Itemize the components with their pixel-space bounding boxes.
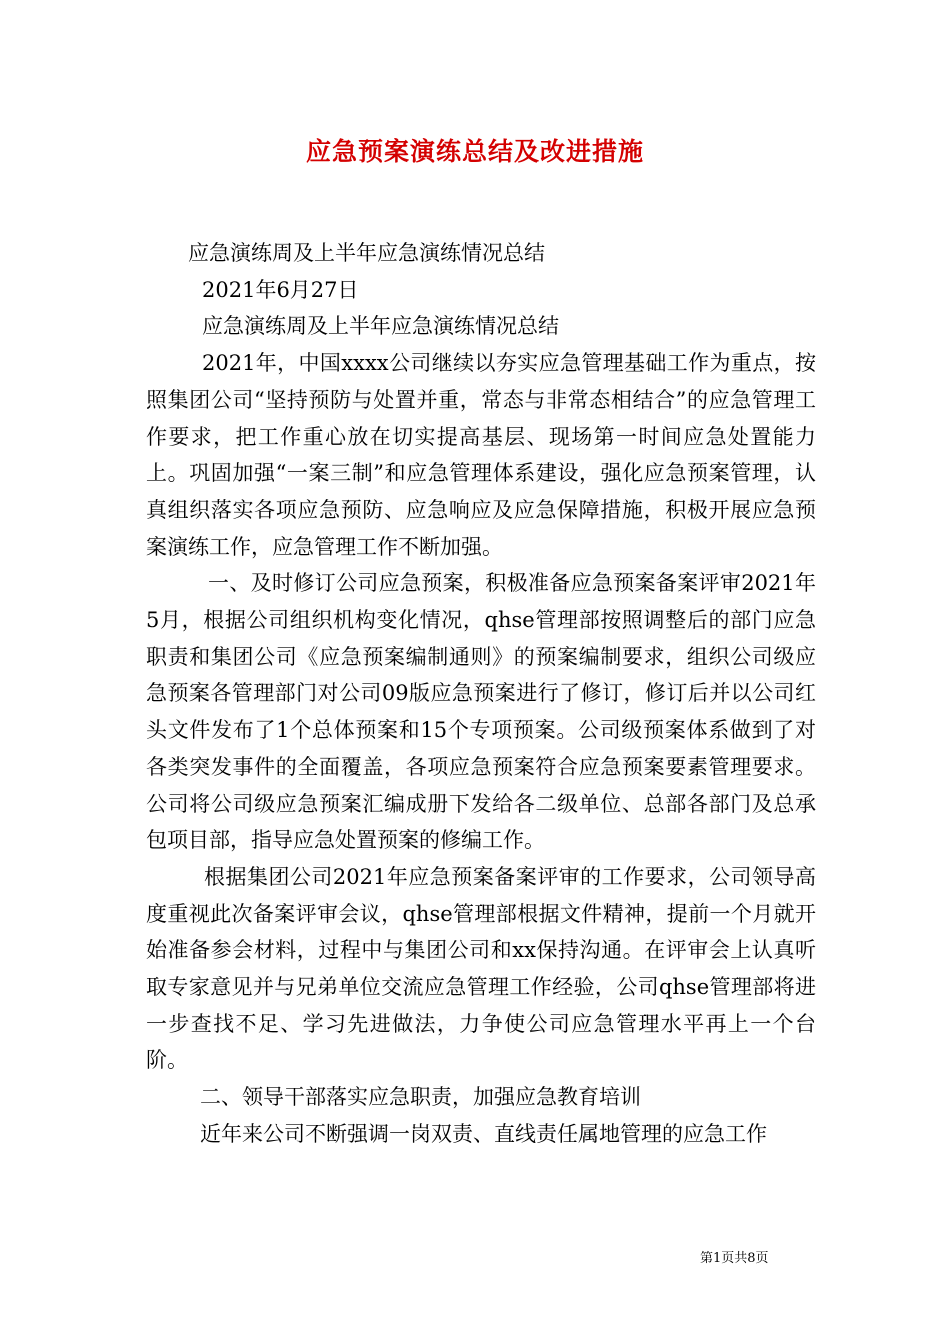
paragraph-heading: 应急演练周及上半年应急演练情况总结 — [202, 314, 559, 339]
paragraph-subtitle: 应急演练周及上半年应急演练情况总结 — [188, 241, 545, 265]
paragraph-intro: 2021年，中国xxxx公司继续以夯实应急管理基础工作为重点，按照集团公司“坚持预防与处置并重，常态与非常态相结合”的应急管理工作要求，把工作重心放在切实提高基层、现场第一时间应急处置能力上。巩固加强“一案三制”和应急管理体系建设，强化应急预案管理，认真组织落实各项应急预防、应急响应及应急保障措施，积极开展应急预案演练工作，应急管理工作不断加强。 — [146, 351, 816, 559]
document-body — [146, 235, 816, 1153]
paragraph-date: 2021年6月27日 — [202, 277, 359, 302]
paragraph-section-2-heading: 二、领导干部落实应急职责，加强应急教育培训 — [200, 1085, 641, 1110]
paragraph-section-1: 一、及时修订公司应急预案，积极准备应急预案备案评审2021年5月，根据公司组织机构变化情况，qhse管理部按照调整后的部门应急职责和集团公司《应急预案编制通则》的预案编制要求，组织公司级应急预案各管理部门对公司09版应急预案进行了修订，修订后并以公司红头文件发布了1个总体预案和15个专项预案。公司级预案体系做到了对各类突发事件的全面覆盖，各项应急预案符合应急预案要素管理要求。公司将公司级应急预案汇编成册下发给各二级单位、总部各部门及总承包项目部，指导应急处置预案的修编工作。 — [146, 571, 816, 853]
paragraph-section-2: 近年来公司不断强调一岗双责、直线责任属地管理的应急工作 — [200, 1121, 767, 1146]
document-title: 应急预案演练总结及改进措施 — [305, 137, 644, 166]
page-number: 第1页共8页 — [700, 1251, 769, 1266]
paragraph-review: 根据集团公司2021年应急预案备案评审的工作要求，公司领导高度重视此次备案评审会议，qhse管理部根据文件精神，提前一个月就开始准备参会材料，过程中与集团公司和xx保持沟通。在评审会上认真听取专家意见并与兄弟单位交流应急管理工作经验，公司qhse管理部将进一步查找不足、学习先进做法，力争使公司应急管理水平再上一个台阶。 — [146, 864, 816, 1073]
